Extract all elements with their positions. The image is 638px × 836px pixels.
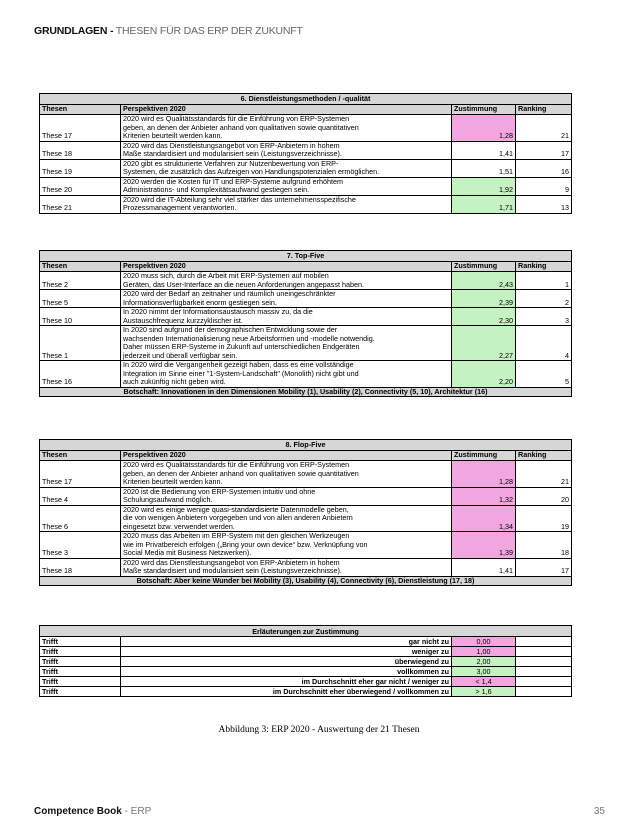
ranking-value: 4 <box>516 326 572 361</box>
these-label: These 2 <box>40 272 121 290</box>
table-row <box>40 290 572 308</box>
legend-value: 2,00 <box>452 657 516 667</box>
these-text: 2020 ist die Bedienung von ERP-Systemen intuitiv und ohne Schulungsaufwand möglich. <box>121 487 452 505</box>
table-row <box>40 361 572 388</box>
these-text: 2020 muss das Arbeiten im ERP-System mit den gleichen Werkzeugen wie im Privatbereich erfolgen („Bring your own device“ bzw. Verknüpfung von Social Media mit Business Netzwerken). <box>121 532 452 559</box>
table-row <box>40 461 572 488</box>
table-row <box>40 159 572 177</box>
thesen-table <box>39 439 572 586</box>
these-label: These 5 <box>40 290 121 308</box>
table-row <box>40 326 572 361</box>
ranking-value: 18 <box>516 532 572 559</box>
these-text: 2020 werden die Kosten für IT und ERP-Systeme aufgrund erhöhtem Administrations- und Komplexitätsaufwand gestiegen sein. <box>121 177 452 195</box>
legend-value: 0,00 <box>452 637 516 647</box>
these-text: In 2020 nimmt der Informationsaustausch massiv zu, da die Austauschfrequenz kurzzyklischer ist. <box>121 308 452 326</box>
ranking-value: 21 <box>516 115 572 142</box>
table-title: 6. Dienstleistungsmethoden / -qualität <box>40 94 572 105</box>
page-number: 35 <box>593 806 605 817</box>
these-text: 2020 wird die IT-Abteilung sehr viel stärker das unternehmensspezifische Prozessmanagement verantworten. <box>121 195 452 213</box>
these-label: These 4 <box>40 487 121 505</box>
col-header-perspektive: Perspektiven 2020 <box>121 451 452 461</box>
these-text: 2020 wird es Qualitätsstandards für die Einführung von ERP-Systemen geben, an denen der Anbieter anhand von qualitativen sowie quantitativen Kriterien beurteilt werden kann. <box>121 461 452 488</box>
these-label: These 3 <box>40 532 121 559</box>
legend-row <box>40 647 572 657</box>
header-subtitle: THESEN FÜR DAS ERP DER ZUKUNFT <box>113 25 303 37</box>
legend-title: Erläuterungen zur Zustimmung <box>40 626 572 637</box>
these-label: These 16 <box>40 361 121 388</box>
these-label: These 18 <box>40 558 121 576</box>
these-text: 2020 muss sich, durch die Arbeit mit ERP-Systemen auf mobilen Geräten, das User-Interface an die neuen Anforderungen angepasst haben. <box>121 272 452 290</box>
ranking-value: 21 <box>516 461 572 488</box>
zustimmung-value: 1,28 <box>452 461 516 488</box>
table-row <box>40 558 572 576</box>
zustimmung-value: 2,20 <box>452 361 516 388</box>
table-row <box>40 115 572 142</box>
thesen-table <box>39 93 572 214</box>
these-text: 2020 wird es einige wenige quasi-standardisierte Datenmodelle geben, die von wenigen Anbietern vorgegeben und von allen anderen Anbietern eingesetzt bzw. verwendet werden. <box>121 505 452 532</box>
legend-value: < 1,4 <box>452 677 516 687</box>
ranking-value: 19 <box>516 505 572 532</box>
table-row <box>40 308 572 326</box>
thesen-table <box>39 250 572 397</box>
zustimmung-value: 1,28 <box>452 115 516 142</box>
zustimmung-value: 1,92 <box>452 177 516 195</box>
these-text: In 2020 sind aufgrund der demographischen Entwicklung sowie der wachsenden Internationalisierung neue Arbeitsformen und -modelle notwendig. Daher müssen ERP-Systeme in Zukunft auf unterschiedlichen Endgeräten jederzeit und überall verfügbar sein. <box>121 326 452 361</box>
page-header <box>34 25 303 37</box>
botschaft-message: Botschaft: Aber keine Wunder bei Mobility (3), Usability (4), Connectivity (6), Dienstleistung (17, 18) <box>40 576 572 586</box>
legend-label: Trifft <box>40 677 121 687</box>
ranking-value: 17 <box>516 558 572 576</box>
ranking-value: 9 <box>516 177 572 195</box>
ranking-value: 5 <box>516 361 572 388</box>
these-text: 2020 wird der Bedarf an zeitnaher und räumlich uneingeschränkter Informationsverfügbarkeit enorm gestiegen sein. <box>121 290 452 308</box>
page-footer <box>34 806 151 817</box>
these-label: These 10 <box>40 308 121 326</box>
legend-label: Trifft <box>40 687 121 697</box>
botschaft-message: Botschaft: Innovationen in den Dimensionen Mobility (1), Usability (2), Connectivity (5, 10), Architektur (16) <box>40 387 572 397</box>
table-row <box>40 195 572 213</box>
legend-label: Trifft <box>40 667 121 677</box>
legend-row <box>40 657 572 667</box>
col-header-ranking: Ranking <box>516 451 572 461</box>
legend-description: überwiegend zu <box>121 657 452 667</box>
table-row <box>40 177 572 195</box>
ranking-value: 20 <box>516 487 572 505</box>
legend-value: 1,00 <box>452 647 516 657</box>
zustimmung-value: 2,27 <box>452 326 516 361</box>
these-label: These 18 <box>40 141 121 159</box>
col-header-ranking: Ranking <box>516 262 572 272</box>
ranking-value: 2 <box>516 290 572 308</box>
these-label: These 1 <box>40 326 121 361</box>
col-header-zustimmung: Zustimmung <box>452 105 516 115</box>
zustimmung-value: 1,34 <box>452 505 516 532</box>
table-row <box>40 532 572 559</box>
legend-empty-cell <box>516 657 572 667</box>
these-label: These 17 <box>40 461 121 488</box>
legend-row <box>40 687 572 697</box>
table-title: 7. Top-Five <box>40 251 572 262</box>
col-header-thesen: Thesen <box>40 105 121 115</box>
col-header-zustimmung: Zustimmung <box>452 451 516 461</box>
these-label: These 19 <box>40 159 121 177</box>
ranking-value: 17 <box>516 141 572 159</box>
legend-label: Trifft <box>40 637 121 647</box>
legend-description: vollkommen zu <box>121 667 452 677</box>
figure-caption: Abbildung 3: ERP 2020 - Auswertung der 21 Thesen <box>218 725 420 735</box>
footer-topic: - ERP <box>121 806 152 817</box>
these-label: These 21 <box>40 195 121 213</box>
table-row <box>40 505 572 532</box>
these-text: 2020 wird es Qualitätsstandards für die Einführung von ERP-Systemen geben, an denen der Anbieter anhand von qualitativen sowie quantitativen Kriterien beurteilt werden kann. <box>121 115 452 142</box>
these-text: 2020 gibt es strukturierte Verfahren zur Nutzenbewertung von ERP- Systemen, die zusätzlich das Aufzeigen von Handlungspotenzialen ermöglichen. <box>121 159 452 177</box>
ranking-value: 13 <box>516 195 572 213</box>
zustimmung-value: 1,51 <box>452 159 516 177</box>
zustimmung-value: 1,41 <box>452 141 516 159</box>
col-header-perspektive: Perspektiven 2020 <box>121 262 452 272</box>
zustimmung-value: 1,41 <box>452 558 516 576</box>
these-label: These 20 <box>40 177 121 195</box>
table-title: 8. Flop-Five <box>40 440 572 451</box>
table-row <box>40 272 572 290</box>
legend-empty-cell <box>516 687 572 697</box>
legend-description: gar nicht zu <box>121 637 452 647</box>
legend-table <box>39 625 572 697</box>
col-header-zustimmung: Zustimmung <box>452 262 516 272</box>
table-row <box>40 141 572 159</box>
zustimmung-value: 1,71 <box>452 195 516 213</box>
legend-empty-cell <box>516 637 572 647</box>
col-header-perspektive: Perspektiven 2020 <box>121 105 452 115</box>
zustimmung-value: 2,39 <box>452 290 516 308</box>
legend-value: 3,00 <box>452 667 516 677</box>
table-row <box>40 487 572 505</box>
these-text: 2020 wird das Dienstleistungsangebot von ERP-Anbietern in hohem Maße standardisiert und modularisiert sein (Leistungsverzeichnisse). <box>121 141 452 159</box>
ranking-value: 3 <box>516 308 572 326</box>
legend-value: > 1,6 <box>452 687 516 697</box>
zustimmung-value: 2,43 <box>452 272 516 290</box>
zustimmung-value: 2,30 <box>452 308 516 326</box>
legend-description: im Durchschnitt eher überwiegend / vollkommen zu <box>121 687 452 697</box>
legend-description: im Durchschnitt eher gar nicht / weniger zu <box>121 677 452 687</box>
legend-description: weniger zu <box>121 647 452 657</box>
these-text: 2020 wird das Dienstleistungsangebot von ERP-Anbietern in hohem Maße standardisiert und modularisiert sein (Leistungsverzeichnisse). <box>121 558 452 576</box>
these-text: In 2020 wird die Vergangenheit gezeigt haben, dass es eine vollständige Integration im Sinne einer "1-System-Landschaft" (Monolith) nicht gibt und auch zukünftig nicht geben wird. <box>121 361 452 388</box>
these-label: These 6 <box>40 505 121 532</box>
legend-row <box>40 677 572 687</box>
col-header-ranking: Ranking <box>516 105 572 115</box>
ranking-value: 16 <box>516 159 572 177</box>
col-header-thesen: Thesen <box>40 451 121 461</box>
footer-book: Competence Book <box>34 806 122 817</box>
legend-empty-cell <box>516 677 572 687</box>
zustimmung-value: 1,32 <box>452 487 516 505</box>
header-section: GRUNDLAGEN - <box>34 25 114 37</box>
legend-empty-cell <box>516 647 572 657</box>
legend-row <box>40 637 572 647</box>
legend-row <box>40 667 572 677</box>
legend-label: Trifft <box>40 657 121 667</box>
zustimmung-value: 1,39 <box>452 532 516 559</box>
ranking-value: 1 <box>516 272 572 290</box>
col-header-thesen: Thesen <box>40 262 121 272</box>
legend-empty-cell <box>516 667 572 677</box>
these-label: These 17 <box>40 115 121 142</box>
legend-label: Trifft <box>40 647 121 657</box>
